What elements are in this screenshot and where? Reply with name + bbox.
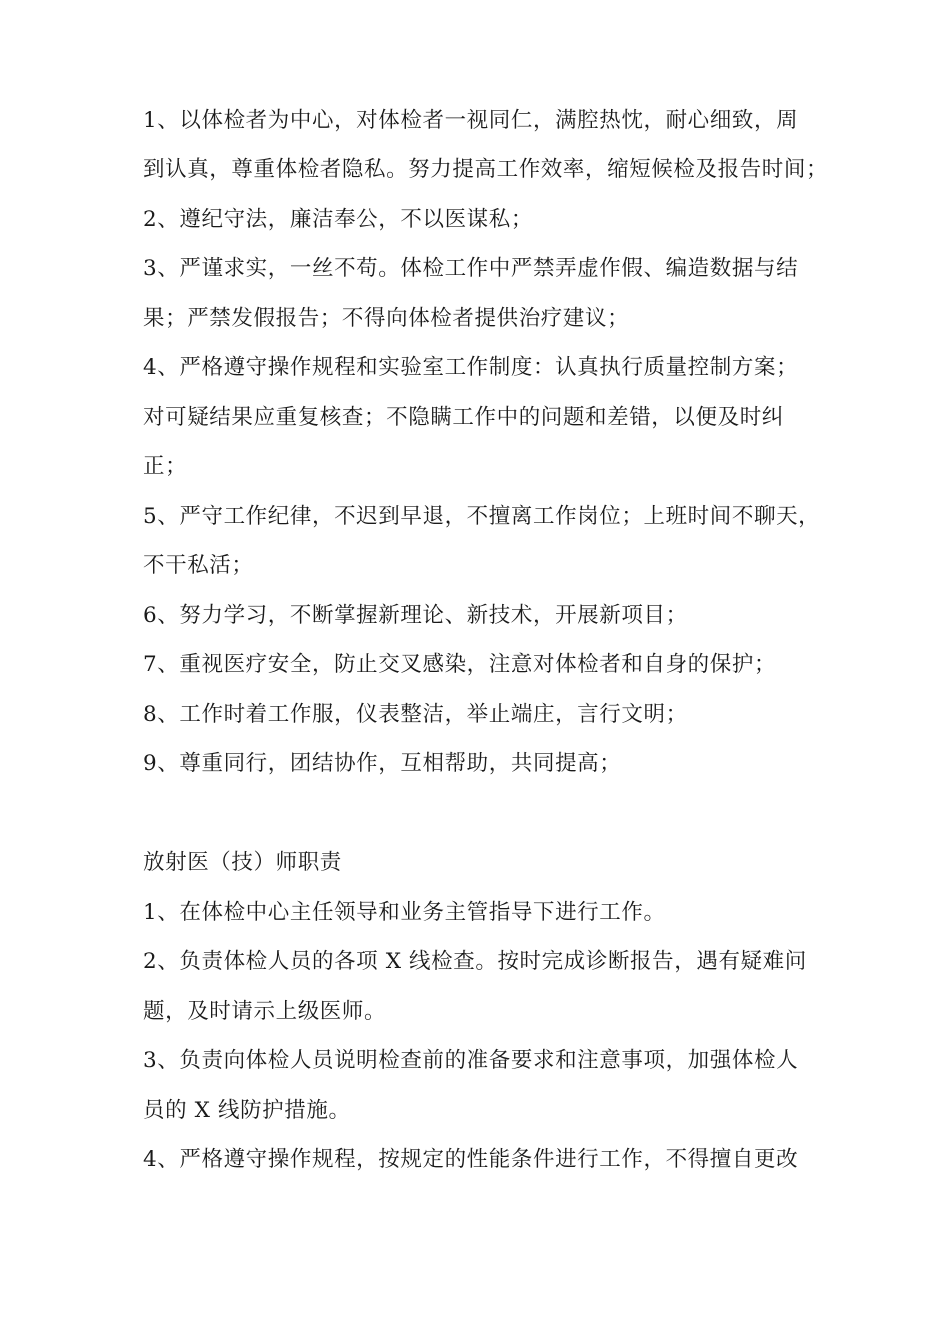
text-line: 4、严格遵守操作规程，按规定的性能条件进行工作，不得擅自更改 — [143, 1147, 799, 1172]
text-line: 1、在体检中心主任领导和业务主管指导下进行工作。 — [143, 900, 666, 925]
text-line: 5、严守工作纪律，不迟到早退，不擅离工作岗位；上班时间不聊天， — [143, 504, 821, 529]
section-title: 放射医（技）师职责 — [143, 850, 342, 875]
text-line: 9、尊重同行，团结协作，互相帮助，共同提高； — [143, 751, 622, 776]
text-line: 对可疑结果应重复核查；不隐瞒工作中的问题和差错，以便及时纠 — [143, 405, 784, 430]
text-line: 果；严禁发假报告；不得向体检者提供治疗建议； — [143, 306, 630, 331]
text-line: 到认真，尊重体检者隐私。努力提高工作效率，缩短候检及报告时间； — [143, 157, 829, 182]
text-line: 3、严谨求实，一丝不苟。体检工作中严禁弄虚作假、编造数据与结 — [143, 256, 799, 281]
text-line: 3、负责向体检人员说明检查前的准备要求和注意事项，加强体检人 — [143, 1048, 799, 1073]
text-line: 2、遵纪守法，廉洁奉公，不以医谋私； — [143, 207, 533, 232]
text-line: 2、负责体检人员的各项 X 线检查。按时完成诊断报告，遇有疑难问 — [143, 949, 807, 974]
text-line: 8、工作时着工作服，仪表整洁，举止端庄，言行文明； — [143, 702, 688, 727]
text-line: 正； — [143, 454, 188, 479]
text-line: 4、严格遵守操作规程和实验室工作制度：认真执行质量控制方案； — [143, 355, 799, 380]
text-line: 题，及时请示上级医师。 — [143, 999, 387, 1024]
text-line: 7、重视医疗安全，防止交叉感染，注意对体检者和自身的保护； — [143, 652, 777, 677]
text-line: 员的 X 线防护措施。 — [143, 1098, 351, 1123]
text-line: 6、努力学习，不断掌握新理论、新技术，开展新项目； — [143, 603, 688, 628]
text-line: 1、以体检者为中心，对体检者一视同仁，满腔热忱，耐心细致，周 — [143, 108, 799, 133]
text-line: 不干私活； — [143, 553, 254, 578]
